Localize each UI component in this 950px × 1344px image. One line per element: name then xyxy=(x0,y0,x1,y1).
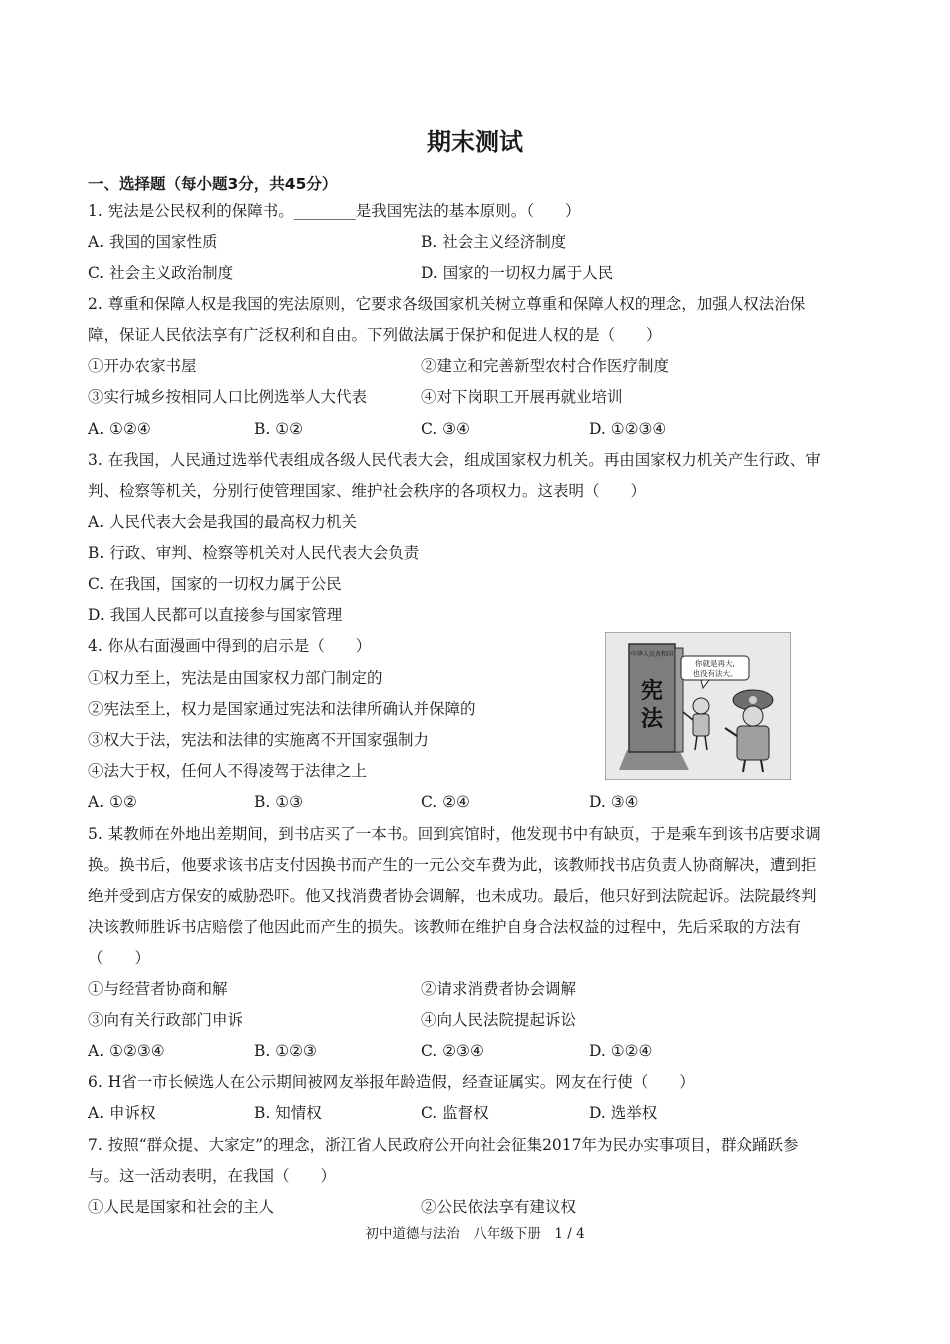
q2-item-2: ②建立和完善新型农村合作医疗制度 xyxy=(421,357,670,375)
constitution-cartoon xyxy=(605,632,791,780)
q7-stem-line1: 7. 按照“群众提、大家定”的理念，浙江省人民政府公开向社会征集2017年为民办实事项目，群众踊跃参 xyxy=(88,1136,799,1154)
page-footer: 初中道德与法治 八年级下册 1 / 4 xyxy=(365,1226,585,1242)
q2-stem-line1: 2. 尊重和保障人权是我国的宪法原则，它要求各级国家机关树立尊重和保障人权的理念，加强人权法治保 xyxy=(88,295,806,313)
q7-item-1: ①人民是国家和社会的主人 xyxy=(88,1198,275,1216)
q4-option-d: D. ③④ xyxy=(589,793,639,811)
q6-option-d: D. 选举权 xyxy=(589,1104,658,1122)
q2-option-b: B. ①② xyxy=(254,420,304,438)
q2-item-3: ③实行城乡按相同人口比例选举人大代表 xyxy=(88,388,368,406)
page-title: 期末测试 xyxy=(427,128,523,156)
cartoon-book-top: 中华人民共和国 xyxy=(630,651,674,658)
q1-option-b: B. 社会主义经济制度 xyxy=(421,233,567,251)
q5-option-b: B. ①②③ xyxy=(254,1042,317,1060)
q3-stem-line1: 3. 在我国，人民通过选举代表组成各级人民代表大会，组成国家权力机关。再由国家权力机关产生行政、审 xyxy=(88,451,821,469)
q3-option-d: D. 我国人民都可以直接参与国家管理 xyxy=(88,606,343,624)
q2-stem-line2: 障，保证人民依法享有广泛权利和自由。下列做法属于保护和促进人权的是（ ） xyxy=(88,326,662,344)
q3-option-a: A. 人民代表大会是我国的最高权力机关 xyxy=(88,513,358,531)
q3-option-c: C. 在我国，国家的一切权力属于公民 xyxy=(88,575,342,593)
q5-option-c: C. ②③④ xyxy=(421,1042,484,1060)
q6-stem: 6. H省一市长候选人在公示期间被网友举报年龄造假，经查证属实。网友在行使（ ） xyxy=(88,1073,695,1091)
q5-option-a: A. ①②③④ xyxy=(88,1042,165,1060)
q5-item-1: ①与经营者协商和解 xyxy=(88,980,228,998)
q1-option-d: D. 国家的一切权力属于人民 xyxy=(421,264,614,282)
q3-stem-line2: 判、检察等机关，分别行使管理国家、维护社会秩序的各项权力。这表明（ ） xyxy=(88,482,647,500)
q4-option-c: C. ②④ xyxy=(421,793,470,811)
q5-item-3: ③向有关行政部门申诉 xyxy=(88,1011,244,1029)
q1-option-a: A. 我国的国家性质 xyxy=(88,233,218,251)
q4-item-2: ②宪法至上，权力是国家通过宪法和法律所确认并保障的 xyxy=(88,700,476,718)
q3-option-b: B. 行政、审判、检察等机关对人民代表大会负责 xyxy=(88,544,420,562)
q6-option-c: C. 监督权 xyxy=(421,1104,489,1122)
q6-option-b: B. 知情权 xyxy=(254,1104,322,1122)
section-heading: 一、选择题（每小题3分，共45分） xyxy=(88,175,338,193)
cartoon-book-char1: 宪 xyxy=(640,679,664,704)
q5-item-4: ④向人民法院提起诉讼 xyxy=(421,1011,577,1029)
q5-stem-line3: 绝并受到店方保安的威胁恐吓。他又找消费者协会调解，也未成功。最后，他只好到法院起诉。法院最终判 xyxy=(88,887,817,905)
q4-item-3: ③权大于法，宪法和法律的实施离不开国家强制力 xyxy=(88,731,430,749)
q5-stem-line5: （ ） xyxy=(88,949,151,967)
cartoon-book-char2: 法 xyxy=(640,707,664,732)
cartoon-bubble-line1: 你就是再大, xyxy=(695,659,735,668)
q4-item-4: ④法大于权，任何人不得凌驾于法律之上 xyxy=(88,762,368,780)
q2-item-4: ④对下岗职工开展再就业培训 xyxy=(421,388,623,406)
q5-stem-line1: 5. 某教师在外地出差期间，到书店买了一本书。回到宾馆时，他发现书中有缺页，于是乘车到该书店要求调 xyxy=(88,825,821,843)
cartoon-bubble-line2: 也没有法大。 xyxy=(692,669,738,678)
q4-option-b: B. ①③ xyxy=(254,793,304,811)
q1-stem: 1. 宪法是公民权利的保障书。________是我国宪法的基本原则。（ ） xyxy=(88,202,581,220)
q7-stem-line2: 与。这一活动表明，在我国（ ） xyxy=(88,1167,337,1185)
q5-item-2: ②请求消费者协会调解 xyxy=(421,980,577,998)
q2-item-1: ①开办农家书屋 xyxy=(88,357,197,375)
q4-option-a: A. ①② xyxy=(88,793,137,811)
q4-item-1: ①权力至上，宪法是由国家权力部门制定的 xyxy=(88,669,383,687)
q5-stem-line4: 决该教师胜诉书店赔偿了他因此而产生的损失。该教师在维护自身合法权益的过程中，先后采取的方法有 xyxy=(88,918,802,936)
q7-item-2: ②公民依法享有建议权 xyxy=(421,1198,577,1216)
q5-option-d: D. ①②④ xyxy=(589,1042,653,1060)
q2-option-a: A. ①②④ xyxy=(88,420,151,438)
q6-option-a: A. 申诉权 xyxy=(88,1104,156,1122)
q2-option-d: D. ①②③④ xyxy=(589,420,667,438)
q1-option-c: C. 社会主义政治制度 xyxy=(88,264,234,282)
q5-stem-line2: 换。换书后，他要求该书店支付因换书而产生的一元公交车费为此，该教师找书店负责人协商解决，遭到拒 xyxy=(88,856,817,874)
q2-option-c: C. ③④ xyxy=(421,420,470,438)
q4-stem: 4. 你从右面漫画中得到的启示是（ ） xyxy=(88,637,372,655)
